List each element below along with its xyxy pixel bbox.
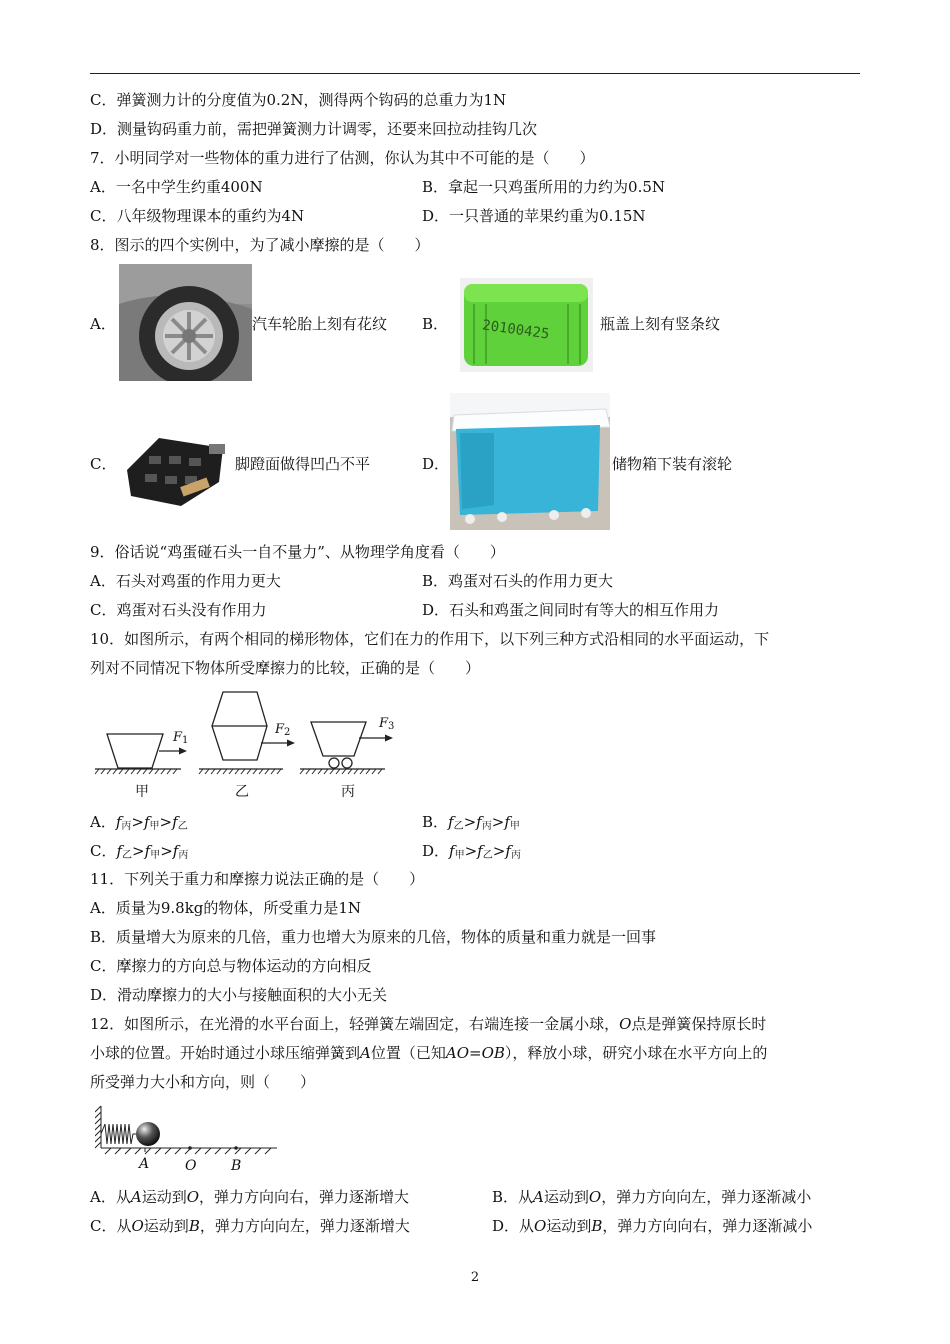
q10-stem-line1: 10．如图所示，有两个相同的梯形物体，它们在力的作用下，以下列三种方式沿相同的水平面运动，下 bbox=[90, 630, 770, 648]
trapezoid-figure bbox=[95, 690, 395, 802]
q12-option-c: C．从O运动到B，弹力方向向左，弹力逐渐增大 bbox=[90, 1217, 410, 1235]
storage-box-photo bbox=[450, 393, 610, 530]
q8-option-c-letter: C． bbox=[90, 455, 117, 473]
spring-ball-figure bbox=[95, 1102, 285, 1176]
q12-option-d: D．从O运动到B，弹力方向向右，弹力逐渐减小 bbox=[492, 1217, 813, 1235]
bottle-cap-print: 20100425 bbox=[481, 317, 551, 343]
q12-stem-line2: 小球的位置。开始时通过小球压缩弹簧到A位置（已知AO=OB），释放小球，研究小球在水平方向上的 bbox=[90, 1044, 768, 1062]
q8-option-d-letter: D． bbox=[422, 455, 450, 473]
point-label-b: B bbox=[231, 1158, 242, 1174]
q6-option-d: D．测量钩码重力前，需把弹簧测力计调零，还要来回拉动挂钩几次 bbox=[90, 120, 538, 138]
q10-stem-line2: 列对不同情况下物体所受摩擦力的比较，正确的是（ ） bbox=[90, 659, 481, 677]
q6-option-c: C．弹簧测力计的分度值为0.2N，测得两个钩码的总重力为1N bbox=[90, 91, 507, 109]
q8-option-a-letter: A． bbox=[90, 315, 116, 333]
q11-option-c: C．摩擦力的方向总与物体运动的方向相反 bbox=[90, 957, 372, 975]
q7-option-d: D．一只普通的苹果约重为0.15N bbox=[422, 207, 646, 225]
q12-option-b: B．从A运动到O，弹力方向向左，弹力逐渐减小 bbox=[492, 1188, 812, 1206]
figure-label-jia: 甲 bbox=[135, 784, 149, 800]
force-label-f2: $F_2$ bbox=[275, 722, 291, 738]
figure-label-bing: 丙 bbox=[341, 784, 355, 800]
q12-stem-line3: 所受弹力大小和方向，则（ ） bbox=[90, 1073, 316, 1091]
figure-label-yi: 乙 bbox=[235, 784, 249, 800]
q9-option-d: D．石头和鸡蛋之间同时有等大的相互作用力 bbox=[422, 601, 720, 619]
q8-option-a-text: 汽车轮胎上刻有花纹 bbox=[252, 315, 388, 333]
q7-option-b: B．拿起一只鸡蛋所用的力约为0.5N bbox=[422, 178, 666, 196]
q7-option-a: A．一名中学生约重400N bbox=[90, 178, 263, 196]
q12-option-a: A．从A运动到O，弹力方向向右，弹力逐渐增大 bbox=[90, 1188, 410, 1206]
q12-stem-line1: 12．如图所示，在光滑的水平台面上，轻弹簧左端固定，右端连接一金属小球，O点是弹簧保持原长时 bbox=[90, 1015, 767, 1033]
q10-option-a: A．$f_丙>f_甲>f_乙$ bbox=[90, 813, 188, 832]
q8-option-d-text: 储物箱下装有滚轮 bbox=[612, 455, 733, 473]
q9-option-c: C．鸡蛋对石头没有作用力 bbox=[90, 601, 267, 619]
force-label-f3: $F_3$ bbox=[379, 716, 395, 732]
q11-option-d: D．滑动摩擦力的大小与接触面积的大小无关 bbox=[90, 986, 388, 1004]
page-number: 2 bbox=[470, 1270, 480, 1285]
q11-option-a: A．质量为9.8kg的物体，所受重力是1N bbox=[90, 899, 362, 917]
q11-stem: 11．下列关于重力和摩擦力说法正确的是（ ） bbox=[90, 870, 425, 888]
q7-option-c: C．八年级物理课本的重约为4N bbox=[90, 207, 305, 225]
q9-stem: 9．俗话说“鸡蛋碰石头一自不量力”、从物理学角度看（ ） bbox=[90, 543, 505, 561]
bottle-cap-photo bbox=[460, 278, 593, 372]
q9-option-a: A．石头对鸡蛋的作用力更大 bbox=[90, 572, 281, 590]
q9-option-b: B．鸡蛋对石头的作用力更大 bbox=[422, 572, 614, 590]
point-label-a: A bbox=[139, 1156, 150, 1172]
q8-option-b-text: 瓶盖上刻有竖条纹 bbox=[600, 315, 721, 333]
q8-stem: 8．图示的四个实例中，为了减小摩擦的是（ ） bbox=[90, 236, 430, 254]
q11-option-b: B．质量增大为原来的几倍，重力也增大为原来的几倍，物体的质量和重力就是一回事 bbox=[90, 928, 657, 946]
q10-option-b: B．$f_乙>f_丙>f_甲$ bbox=[422, 813, 520, 832]
tire-photo bbox=[119, 264, 252, 381]
q7-stem: 7．小明同学对一些物体的重力进行了估测，你认为其中不可能的是（ ） bbox=[90, 149, 595, 167]
header-rule bbox=[90, 73, 860, 74]
point-label-o: O bbox=[185, 1158, 197, 1174]
pedal-photo bbox=[119, 430, 231, 510]
q10-option-d: D．$f_甲>f_乙>f_丙$ bbox=[422, 842, 521, 861]
q8-option-b-letter: B． bbox=[422, 315, 449, 333]
q10-option-c: C．$f_乙>f_甲>f_丙$ bbox=[90, 842, 189, 861]
force-label-f1: $F_1$ bbox=[173, 730, 189, 746]
q8-option-c-text: 脚蹬面做得凹凸不平 bbox=[235, 455, 371, 473]
